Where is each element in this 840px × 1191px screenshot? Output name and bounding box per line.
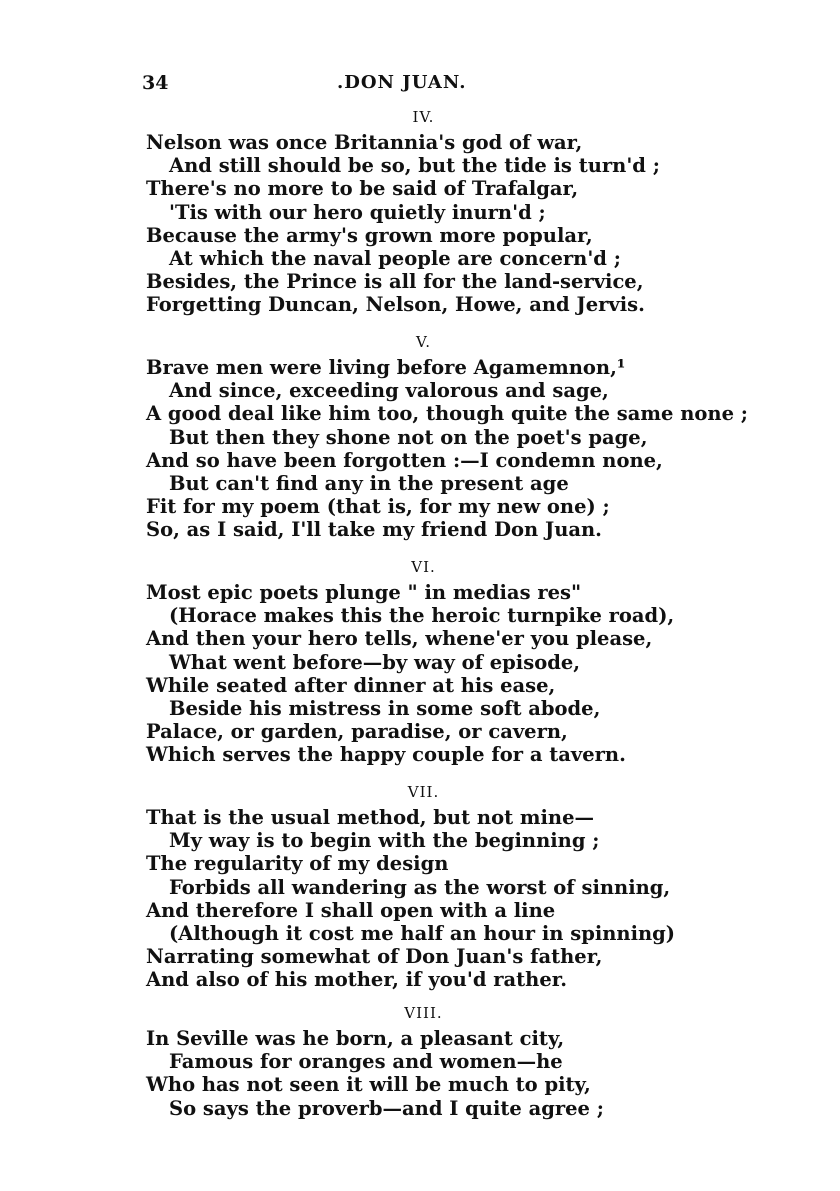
running-head: .DON JUAN.: [337, 72, 467, 93]
verse-line: The regularity of my design: [146, 852, 449, 876]
verse-line: Because the army's grown more popular,: [146, 223, 593, 247]
verse-line: So says the proverb—and I quite agree ;: [169, 1096, 604, 1120]
verse-line: Brave men were living before Agamemnon,¹: [146, 356, 626, 379]
verse-line: 'Tis with our hero quietly inurn'd ;: [169, 200, 546, 224]
verse-line: And still should be so, but the tide is turn'd ;: [169, 154, 660, 178]
stanza-v: [146, 333, 748, 542]
verse-line: While seated after dinner at his ease,: [146, 673, 556, 697]
verse-line: Forgetting Duncan, Nelson, Howe, and Jervis.: [146, 293, 645, 317]
verse-line: Narrating somewhat of Don Juan's father,: [146, 945, 603, 969]
verse-line: Palace, or garden, paradise, or cavern,: [146, 720, 568, 744]
stanza-viii: [146, 1004, 666, 1120]
verse-line: Most epic poets plunge " in medias res": [146, 581, 582, 604]
verse-line: But can't find any in the present age: [169, 472, 569, 496]
verse-line: But then they shone not on the poet's page,: [169, 425, 648, 449]
verse-line: Beside his mistress in some soft abode,: [169, 697, 601, 721]
verse-line: (Although it cost me half an hour in spinning): [169, 922, 676, 946]
stanza-number: V.: [416, 333, 431, 351]
verse-line: And then your hero tells, whene'er you please,: [146, 627, 653, 651]
verse-line: And therefore I shall open with a line: [146, 898, 556, 922]
verse-line: (Horace makes this the heroic turnpike road),: [169, 604, 675, 628]
verse-line: So, as I said, I'll take my friend Don Juan.: [146, 518, 602, 542]
page-header: [142, 72, 662, 96]
page-number: 34: [142, 72, 169, 94]
verse-line: There's no more to be said of Trafalgar,: [146, 177, 579, 201]
verse-line: Who has not seen it will be much to pity,: [146, 1073, 591, 1097]
verse-line: What went before—by way of episode,: [169, 650, 581, 674]
verse-line: Besides, the Prince is all for the land-service,: [146, 270, 644, 294]
verse-line: At which the naval people are concern'd ;: [169, 247, 621, 271]
stanza-iv: [146, 108, 666, 317]
verse-line: A good deal like him too, though quite the same none ;: [146, 402, 748, 426]
stanza-vi: [146, 558, 675, 767]
verse-line: Nelson was once Britannia's god of war,: [146, 131, 583, 154]
verse-line: Forbids all wandering as the worst of sinning,: [169, 875, 671, 899]
verse-line: Fit for my poem (that is, for my new one) ;: [146, 495, 610, 519]
stanza-number: VI.: [411, 558, 436, 576]
verse-line: My way is to begin with the beginning ;: [169, 829, 600, 853]
verse-line: Which serves the happy couple for a tavern.: [146, 743, 626, 767]
verse-line: That is the usual method, but not mine—: [146, 806, 594, 829]
verse-line: And since, exceeding valorous and sage,: [169, 379, 609, 403]
verse-line: In Seville was he born, a pleasant city,: [146, 1027, 565, 1050]
verse-line: Famous for oranges and women—he: [169, 1050, 563, 1074]
stanza-number: IV.: [412, 108, 435, 126]
stanza-number: VII.: [407, 783, 440, 801]
stanza-vii: [146, 783, 676, 992]
verse-line: And so have been forgotten :—I condemn none,: [146, 448, 663, 472]
verse-line: And also of his mother, if you'd rather.: [146, 968, 568, 992]
stanza-number: VIII.: [404, 1004, 443, 1022]
